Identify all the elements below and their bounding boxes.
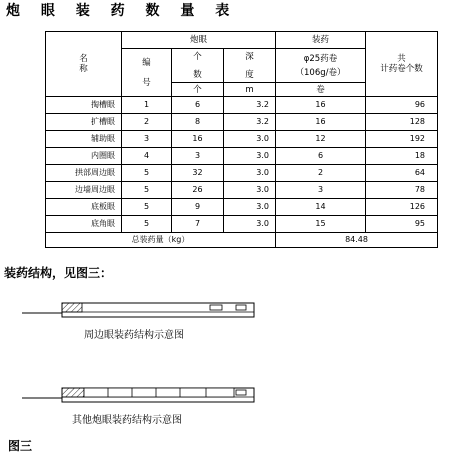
header-depth: 深 度 <box>224 49 276 83</box>
figure-label: 图三 <box>8 439 33 453</box>
unit-count: 个 <box>172 83 224 97</box>
total-label: 总装药量（kg） <box>46 233 276 248</box>
section-heading: 装药结构，见图三： <box>4 266 113 280</box>
header-cartridge: φ25药卷 （106g/卷） <box>276 49 366 83</box>
total-value: 84.48 <box>276 233 438 248</box>
charge-quantity-table <box>45 31 438 248</box>
table-row: 边墙周边眼 5 26 3.0 3 78 <box>46 182 438 199</box>
table-row: 拱部周边眼 5 32 3.0 2 64 <box>46 165 438 182</box>
table-row: 辅助眼 3 16 3.0 12 192 <box>46 131 438 148</box>
unit-depth: m <box>224 83 276 97</box>
table-row: 内圈眼 4 3 3.0 6 18 <box>46 148 438 165</box>
total-row <box>46 233 438 248</box>
table-row: 底板眼 5 9 3.0 14 126 <box>46 199 438 216</box>
header-name: 名 称 <box>46 32 122 97</box>
header-count: 个 数 <box>172 49 224 83</box>
table-row: 掏槽眼 1 6 3.2 16 96 <box>46 97 438 114</box>
unit-cartridge: 卷 <box>276 83 366 97</box>
table-row: 扩槽眼 2 8 3.2 16 128 <box>46 114 438 131</box>
page-title: 炮 眼 装 药 数 量 表 <box>6 3 238 19</box>
other-hole-diagram <box>0 383 459 409</box>
header-total-cartridges: 共 计药卷个数 <box>366 32 438 97</box>
peripheral-hole-diagram <box>0 298 459 324</box>
figure2-caption: 其他炮眼装药结构示意图 <box>72 415 182 426</box>
header-group-blasthole: 炮眼 <box>122 32 276 49</box>
header-group-charge: 装药 <box>276 32 366 49</box>
table-row: 底角眼 5 7 3.0 15 95 <box>46 216 438 233</box>
figure1-caption: 周边眼装药结构示意图 <box>84 330 184 341</box>
header-number: 编 号 <box>122 49 172 97</box>
